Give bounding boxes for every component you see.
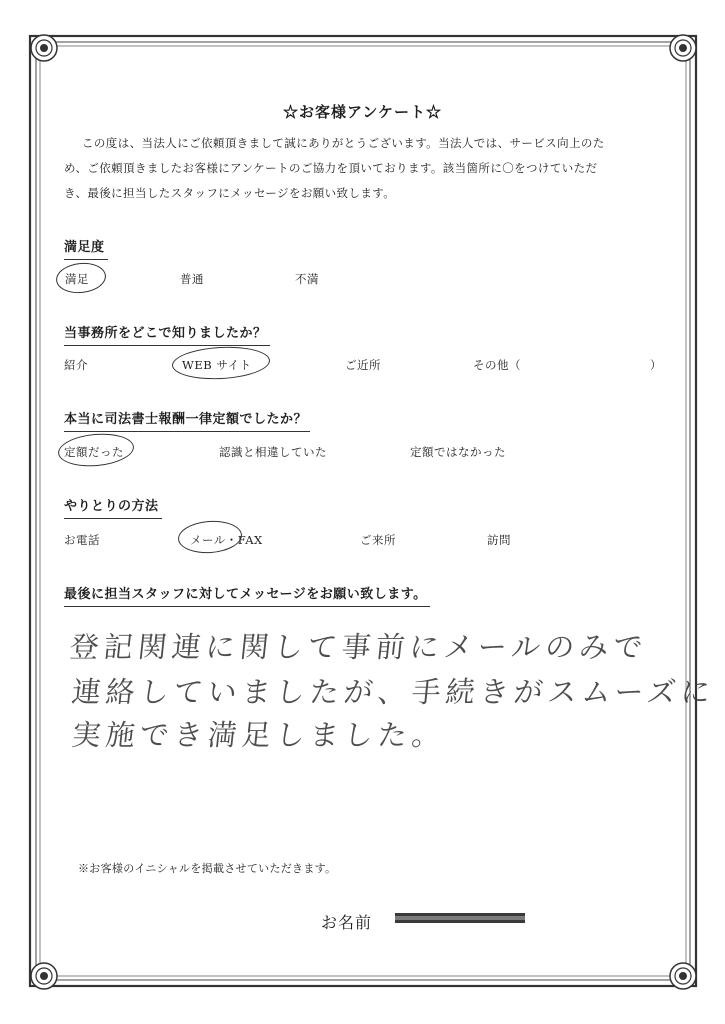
q1-option-unsatisfied[interactable]: 不満 — [295, 272, 319, 286]
q2-option-other[interactable]: その他（ — [473, 358, 521, 372]
corner-ornament-bottom-left — [31, 963, 57, 989]
intro-line-2: め、ご依頼頂きましたお客様にアンケートのご協力を頂いております。該当箇所に〇をつけていただ — [64, 161, 598, 175]
q5-heading: 最後に担当スタッフに対してメッセージをお願い致します。 — [64, 583, 427, 602]
q3-option-fixed[interactable]: 定額だった — [64, 445, 124, 459]
intro-line-3: き、最後に担当したスタッフにメッセージをお願い致します。 — [64, 186, 396, 200]
q1-option-satisfied[interactable]: 満足 — [65, 272, 89, 286]
q3-heading: 本当に司法書士報酬一律定額でしたか？ — [64, 408, 307, 427]
corner-ornament-top-right — [670, 35, 696, 61]
intro-line-1: この度は、当法人にご依頼頂きまして誠にありがとうございます。当法人では、サービス向上のた — [82, 136, 605, 150]
q3-option-not-fixed[interactable]: 定額ではなかった — [410, 445, 506, 459]
q1-option-normal[interactable]: 普通 — [180, 272, 204, 286]
q2-option-referral[interactable]: 紹介 — [64, 358, 88, 372]
handwritten-message-line-2: 連絡していましたが、手続きがスムーズに — [70, 675, 717, 709]
name-redaction-bar — [395, 913, 525, 923]
q4-option-home-visit[interactable]: 訪問 — [487, 533, 511, 547]
corner-ornament-bottom-right — [670, 963, 696, 989]
handwritten-message-line-3: 実施でき満足しました。 — [70, 718, 448, 752]
q1-heading: 満足度 — [64, 236, 105, 255]
q2-option-neighborhood[interactable]: ご近所 — [345, 358, 381, 372]
name-label: お名前 — [321, 913, 373, 932]
handwritten-message-line-1: 登記関連に関して事前にメールのみで — [68, 630, 650, 664]
q4-option-mail-fax[interactable]: メール・FAX — [190, 533, 263, 547]
q4-heading: やりとりの方法 — [64, 495, 159, 514]
corner-ornament-top-left — [31, 35, 57, 61]
q2-option-other-close: ） — [650, 358, 662, 372]
initials-note: ※お客様のイニシャルを掲載させていただきます。 — [78, 862, 337, 875]
q4-option-visit-office[interactable]: ご来所 — [360, 533, 396, 547]
q2-heading: 当事務所をどこで知りましたか？ — [64, 322, 267, 341]
q4-option-phone[interactable]: お電話 — [64, 533, 100, 547]
q3-option-different[interactable]: 認識と相違していた — [219, 445, 327, 459]
survey-title: ☆お客様アンケート☆ — [282, 103, 443, 121]
q2-option-website[interactable]: WEB サイト — [182, 358, 252, 372]
